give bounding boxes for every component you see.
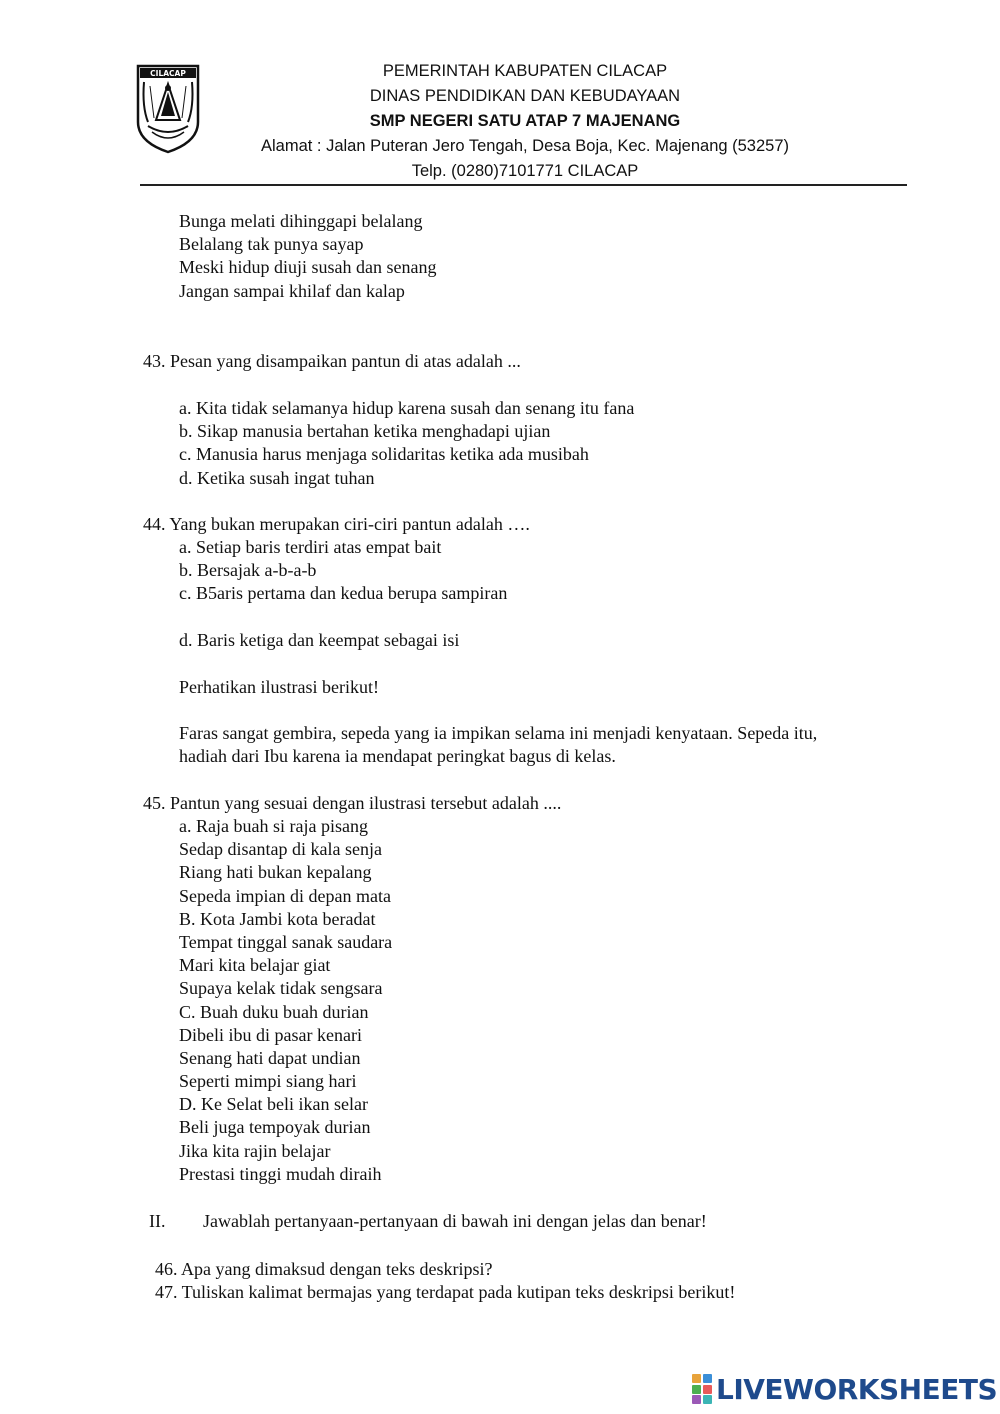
pantun-line: Bunga melati dihinggapi belalang: [179, 211, 423, 231]
option-d-line[interactable]: D. Ke Selat beli ikan selar: [179, 1094, 368, 1115]
letterhead-department: DINAS PENDIDIKAN DAN KEBUDAYAAN: [369, 87, 681, 105]
section-2-instruction: Jawablah pertanyaan-pertanyaan di bawah ini dengan jelas dan benar!: [203, 1211, 707, 1231]
letterhead-government: PEMERINTAH KABUPATEN CILACAP: [382, 62, 668, 80]
letterhead-phone: Telp. (0280)7101771 CILACAP: [411, 162, 639, 180]
pantun-line: Seperti mimpi siang hari: [179, 1071, 357, 1092]
pantun-line: Supaya kelak tidak sengsara: [179, 978, 383, 999]
liveworksheets-brand: [692, 1372, 997, 1406]
option-c[interactable]: c. B5aris pertama dan kedua berupa sampiran: [179, 583, 508, 604]
option-b-line[interactable]: B. Kota Jambi kota beradat: [179, 908, 376, 929]
illustration-text: [179, 722, 817, 768]
letterhead-school-name: SMP NEGERI SATU ATAP 7 MAJENANG: [369, 112, 681, 130]
question-44-options: [179, 536, 507, 606]
option-c[interactable]: c. Manusia harus menjaga solidaritas ketika ada musibah: [179, 444, 589, 465]
option-c-line[interactable]: C. Buah duku buah durian: [179, 1001, 369, 1022]
pantun-line: Prestasi tinggi mudah diraih: [179, 1163, 382, 1184]
pantun-line: Jangan sampai khilaf dan kalap: [179, 280, 405, 301]
pantun-intro: [179, 210, 436, 303]
option-b[interactable]: b. Bersajak a-b-a-b: [179, 560, 317, 581]
illustration-prompt: Perhatikan ilustrasi berikut!: [179, 677, 379, 697]
liveworksheets-logo-icon: [692, 1374, 712, 1404]
question-47: 47. Tuliskan kalimat bermajas yang terdapat pada kutipan teks deskripsi berikut!: [155, 1282, 736, 1302]
pantun-line: Jika kita rajin belajar: [179, 1140, 331, 1161]
illustration-text-line: hadiah dari Ibu karena ia mendapat peringkat bagus di kelas.: [179, 746, 616, 767]
section-2-numeral: II.: [149, 1211, 166, 1231]
option-a-line[interactable]: a. Raja buah si raja pisang: [179, 816, 368, 836]
letterhead-address: Alamat : Jalan Puteran Jero Tengah, Desa Boja, Kec. Majenang (53257): [260, 137, 790, 155]
question-46: 46. Apa yang dimaksud dengan teks deskripsi?: [155, 1259, 493, 1279]
pantun-line: Sepeda impian di depan mata: [179, 885, 391, 906]
question-44: 44. Yang bukan merupakan ciri-ciri pantun adalah ….: [143, 514, 530, 534]
option-d[interactable]: d. Baris ketiga dan keempat sebagai isi: [179, 630, 460, 650]
question-43-options: [179, 397, 634, 490]
pantun-line: Dibeli ibu di pasar kenari: [179, 1024, 362, 1045]
pantun-line: Tempat tinggal sanak saudara: [179, 931, 393, 952]
pantun-line: Senang hati dapat undian: [179, 1047, 361, 1068]
illustration-text-line: Faras sangat gembira, sepeda yang ia impikan selama ini menjadi kenyataan. Sepeda itu,: [179, 723, 818, 743]
pantun-line: Riang hati bukan kepalang: [179, 862, 372, 883]
pantun-line: Meski hidup diuji susah dan senang: [179, 257, 437, 278]
option-a[interactable]: a. Kita tidak selamanya hidup karena susah dan senang itu fana: [179, 398, 635, 418]
pantun-line: Mari kita belajar giat: [179, 955, 331, 976]
question-45: 45. Pantun yang sesuai dengan ilustrasi tersebut adalah ....: [143, 793, 562, 813]
question-45-options: [179, 815, 392, 1186]
option-b[interactable]: b. Sikap manusia bertahan ketika menghadapi ujian: [179, 421, 551, 442]
letterhead: [200, 59, 850, 184]
logo-text: CILACAP: [150, 69, 186, 78]
option-d[interactable]: d. Ketika susah ingat tuhan: [179, 467, 375, 488]
option-a[interactable]: a. Setiap baris terdiri atas empat bait: [179, 537, 442, 557]
letterhead-divider: [140, 184, 907, 186]
pantun-line: Beli juga tempoyak durian: [179, 1117, 371, 1138]
question-43: 43. Pesan yang disampaikan pantun di atas adalah ...: [143, 351, 521, 371]
cilacap-emblem-logo: [134, 62, 202, 154]
liveworksheets-wordmark: LIVEWORKSHEETS: [716, 1372, 998, 1406]
pantun-line: Sedap disantap di kala senja: [179, 839, 382, 860]
pantun-line: Belalang tak punya sayap: [179, 234, 364, 255]
